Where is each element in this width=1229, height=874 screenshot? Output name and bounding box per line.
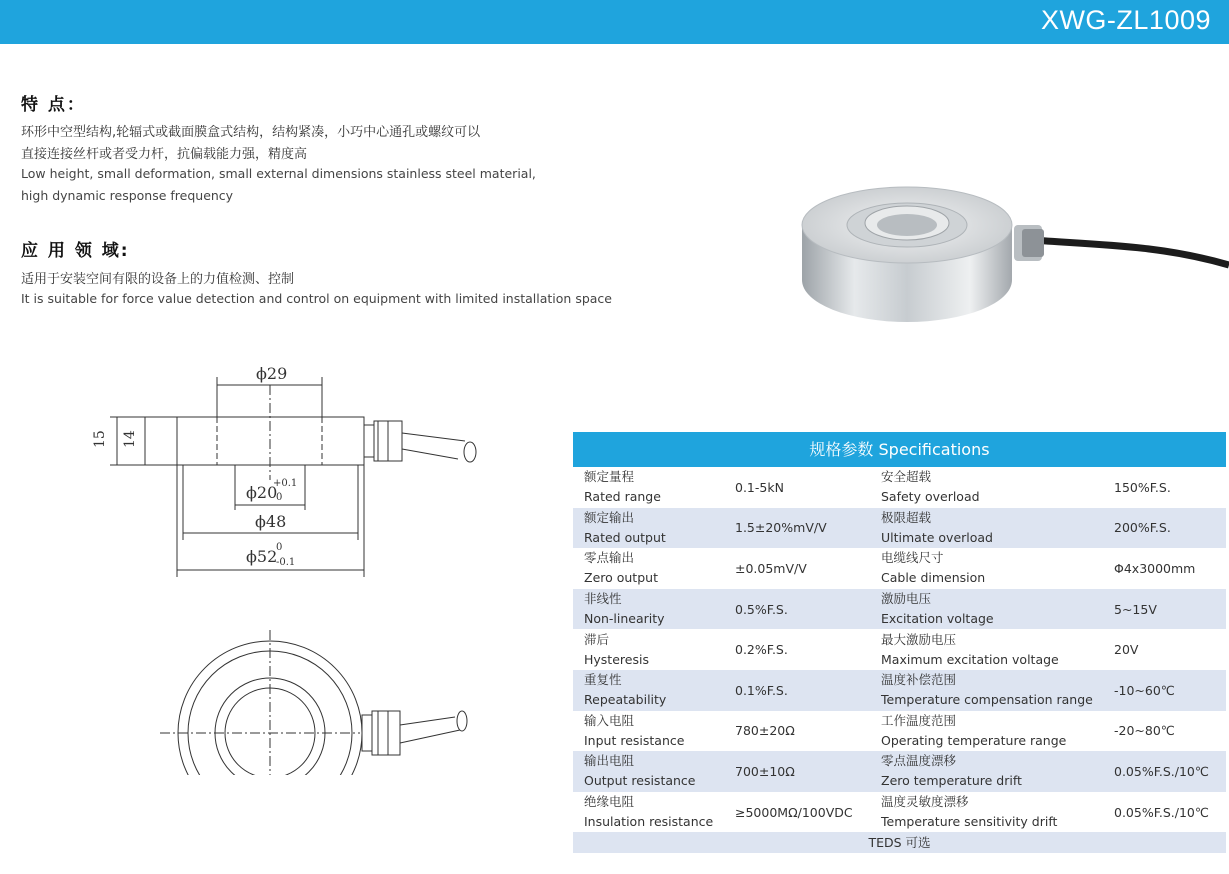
dim-mid-label: ϕ48 [255,512,287,531]
spec-label [573,751,724,792]
dim-height-inner: 14 [122,430,138,448]
spec-label-cn: 额定输出 [584,509,635,525]
spec-label-cn: 重复性 [584,672,622,688]
spec-label [870,751,1103,792]
spec-label-en: Excitation voltage [881,611,994,627]
specifications-table [573,432,1226,853]
spec-label-cn: 绝缘电阻 [584,794,635,810]
spec-value: 0.05%F.S./10℃ [1114,804,1209,820]
spec-label-en: Temperature sensitivity drift [881,814,1058,830]
spec-label-en: Maximum excitation voltage [881,651,1059,667]
spec-grid [573,467,1226,832]
spec-label-cn: 工作温度范围 [881,712,957,728]
application-en: It is suitable for force value detection and control on equipment with limited installation space [21,291,612,306]
spec-label [573,467,724,508]
spec-label-cn: 零点温度漂移 [881,753,957,769]
spec-label-en: Input resistance [584,732,685,748]
spec-label-cn: 安全超载 [881,469,932,485]
dim-top-label: ϕ29 [256,364,288,383]
spec-label-cn: 温度补偿范围 [881,672,957,688]
dim-bore-label: ϕ20 [246,483,278,502]
spec-label-cn: 非线性 [584,591,622,607]
spec-value: Φ4x3000mm [1114,560,1196,576]
spec-label [573,548,724,589]
spec-label [870,589,1103,630]
spec-label-cn: 零点输出 [584,550,635,566]
spec-label [870,711,1103,752]
specifications-title: 规格参数 Specifications [573,432,1226,467]
table-row [573,751,1226,792]
spec-label [573,508,724,549]
table-row [573,589,1226,630]
features-en-1: Low height, small deformation, small external dimensions stainless steel material, [21,166,536,181]
spec-label-cn: 电缆线尺寸 [881,550,944,566]
spec-label-cn: 极限超载 [881,509,932,525]
spec-label-cn: 最大激励电压 [881,631,957,647]
product-photo [800,185,1229,335]
spec-value: 20V [1114,642,1139,658]
spec-label-cn: 温度灵敏度漂移 [881,794,969,810]
features-line-1: 环形中空型结构,轮辐式或截面膜盒式结构，结构紧凑，小巧中心通孔或螺纹可以 [21,125,481,140]
spec-value: 5~15V [1103,589,1226,630]
spec-label [573,670,724,711]
spec-label [573,629,724,670]
dimension-drawing [90,355,510,775]
spec-label-cn: 输出电阻 [584,753,635,769]
spec-label-en: Output resistance [584,773,696,789]
spec-value: 700±10Ω [724,751,870,792]
table-row [573,629,1226,670]
spec-value: 150%F.S. [1114,479,1171,495]
table-row [573,792,1226,833]
spec-label-en: Zero output [584,570,658,586]
features-line-2: 直接连接丝杆或者受力杆，抗偏载能力强，精度高 [21,147,308,162]
spec-label-en: Hysteresis [584,651,649,667]
spec-label [870,508,1103,549]
dim-outer-label: ϕ52 [246,547,278,566]
table-row [573,508,1226,549]
dim-height-outer: 15 [92,430,108,448]
table-row [573,467,1226,508]
spec-label-en: Rated range [584,489,661,505]
spec-value: -10~60℃ [1103,670,1226,711]
spec-label [573,589,724,630]
spec-label-en: Zero temperature drift [881,773,1022,789]
spec-label-cn: 额定量程 [584,469,635,485]
dim-outer-tol-upper: 0 [276,542,283,553]
spec-value: 0.2%F.S. [735,642,788,658]
spec-value: 0.1%F.S. [724,670,870,711]
dim-bore-tol-lower: 0 [276,492,283,503]
table-row [573,670,1226,711]
features-heading: 特 点： [21,95,86,115]
application-heading: 应 用 领 域: [21,241,130,261]
spec-value: ≥5000MΩ/100VDC [735,804,853,820]
spec-label-en: Temperature compensation range [881,692,1093,708]
spec-label [870,792,1103,833]
spec-value: 1.5±20%mV/V [724,508,870,549]
features-en-2: high dynamic response frequency [21,188,234,203]
spec-label-en: Non-linearity [584,611,665,627]
spec-label [870,467,1103,508]
spec-label [870,670,1103,711]
spec-label-en: Operating temperature range [881,732,1067,748]
spec-label-en: Safety overload [881,489,980,505]
spec-label [573,711,724,752]
dim-bore-tol-upper: +0.1 [273,478,298,489]
spec-value: 0.5%F.S. [724,589,870,630]
spec-label-en: Insulation resistance [584,814,714,830]
spec-value: 0.1-5kN [735,479,784,495]
dim-outer-tol-lower: -0.1 [276,557,296,568]
spec-label-en: Repeatability [584,692,667,708]
spec-label-cn: 滞后 [584,631,610,647]
spec-label-en: Cable dimension [881,570,986,586]
spec-label-cn: 激励电压 [881,591,932,607]
application-cn: 适用于安装空间有限的设备上的力值检测、控制 [21,272,295,287]
spec-label [870,629,1103,670]
spec-label-en: Ultimate overload [881,529,993,545]
table-row [573,548,1226,589]
spec-value: ±0.05mV/V [735,560,807,576]
model-title: XWG-ZL1009 [1040,5,1211,35]
spec-label-cn: 输入电阻 [584,712,635,728]
spec-value: 0.05%F.S./10℃ [1103,751,1226,792]
header-bar [0,0,1229,44]
teds-footer: TEDS 可选 [573,832,1226,853]
spec-label-en: Rated output [584,529,666,545]
spec-value: 200%F.S. [1103,508,1226,549]
spec-value: -20~80℃ [1114,723,1175,739]
table-row [573,711,1226,752]
spec-label [870,548,1103,589]
spec-label [573,792,724,833]
spec-value: 780±20Ω [735,723,795,739]
